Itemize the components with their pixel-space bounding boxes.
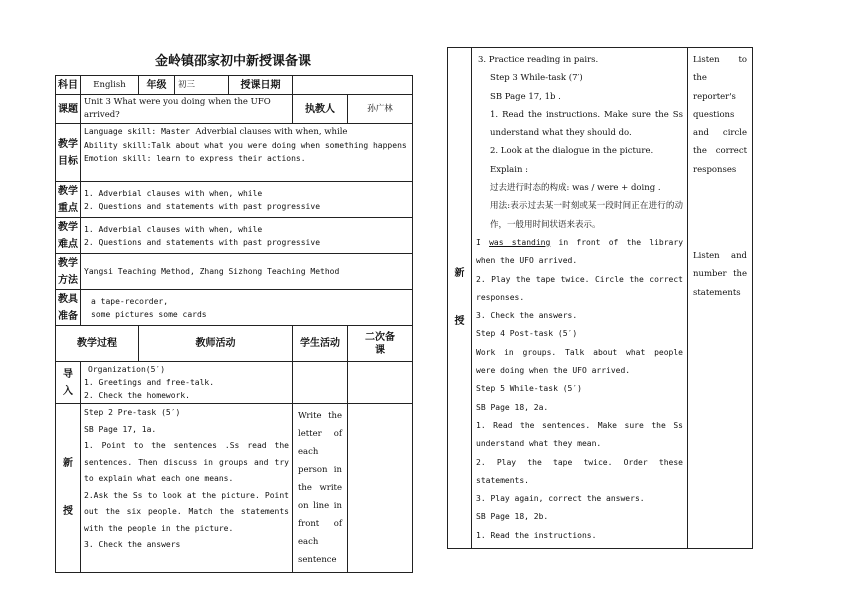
grade-label: 年级 (139, 76, 175, 95)
new-lesson-teacher-right: 3. Practice reading in pairs. Step 3 While-task (7′) SB Page 17, 1b . 1. Read the instructions. Make sure the Ss understand what they should do. 2. Look at the dialogue in the picture. Explain : 过去进行时态的构成: was / were + doing . 用法:表示过去某一时刻或某一段时间正在进行的动作，一般用时间状语来表示。 I was standing in front of the library when the UFO arrived. 2. Play the tape twice. Circle the correct responses. 3. Check the answers. Step 4 Post-task (5′) Work in groups. Talk about what people were doing when the UFO arrived. Step 5 While-task (5′) SB Page 18, 2a. 1. Read the sentences. Make sure the Ss understand what they mean. 2. Play the tape twice. Order these statements. 3. Play again, correct the answers. SB Page 18, 2b. 1. Read the instructions. (472, 48, 688, 549)
lesson-plan-table-right (447, 47, 753, 549)
teacher-value: 孙广林 (348, 95, 413, 124)
topic-value: Unit 3 What were you doing when the UFO arrived? (81, 95, 293, 124)
difficulties-text: 1. Adverbial clauses with when, while 2. Questions and statements with past progressive (81, 218, 413, 254)
subject-value: English (81, 76, 139, 95)
date-label: 授课日期 (229, 76, 293, 95)
student-activity-header: 学生活动 (293, 326, 348, 362)
new-lesson-label-left: 新 授 (56, 404, 81, 573)
new-lesson-teacher-left: Step 2 Pre-task (5′) SB Page 17, 1a. 1. Point to the sentences .Ss read the sentences. Then discuss in groups and try to explain what each one means. 2.Ask the Ss to look at the picture. Point out the six people. Match the statements with the people in the picture. 3. Check the answers (81, 404, 293, 573)
key-points-text: 1. Adverbial clauses with when, while 2. Questions and statements with past progressive (81, 182, 413, 218)
goals-label: 教学 目标 (56, 124, 81, 182)
topic-label: 课题 (56, 95, 81, 124)
subject-label: 科目 (56, 76, 81, 95)
page-title: 金岭镇邵家初中新授课备课 (154, 54, 311, 69)
intro-label: 导 入 (56, 362, 81, 404)
difficulties-label: 教学 难点 (56, 218, 81, 254)
teacher-label: 执教人 (293, 95, 348, 124)
lesson-plan-table-left (55, 75, 413, 573)
process-header: 教学过程 (56, 326, 139, 362)
new-lesson-student-right: Listen to the reporter's questions and circle the correct responses Listen and number the statements (688, 48, 753, 549)
example-sentence: I was standing in front of the library when the UFO arrived. (476, 237, 684, 266)
grade-value: 初三 (175, 76, 229, 95)
new-lesson-revision-left (348, 404, 413, 573)
date-value (293, 76, 413, 95)
revision-header: 二次备 课 (348, 326, 413, 362)
intro-student (293, 362, 348, 404)
new-lesson-student-left: Write the letter of each person in the write on line in front of each sentence (293, 404, 348, 573)
goals-text: Language skill: Master Adverbial clauses with when, while Ability skill:Talk about what you were doing when something happens Emotion skill: learn to express their actions. (81, 124, 413, 182)
teacher-activity-header: 教师活动 (139, 326, 293, 362)
tools-text: a tape-recorder, some pictures some cards (81, 290, 413, 326)
methods-label: 教学 方法 (56, 254, 81, 290)
key-points-label: 教学 重点 (56, 182, 81, 218)
methods-text: Yangsi Teaching Method, Zhang Sizhong Teaching Method (81, 254, 413, 290)
tools-label: 教具 准备 (56, 290, 81, 326)
intro-revision (348, 362, 413, 404)
intro-text: Organization(5′) 1. Greetings and free-talk. 2. Check the homework. (81, 362, 293, 404)
new-lesson-label-right: 新 授 (448, 48, 472, 549)
